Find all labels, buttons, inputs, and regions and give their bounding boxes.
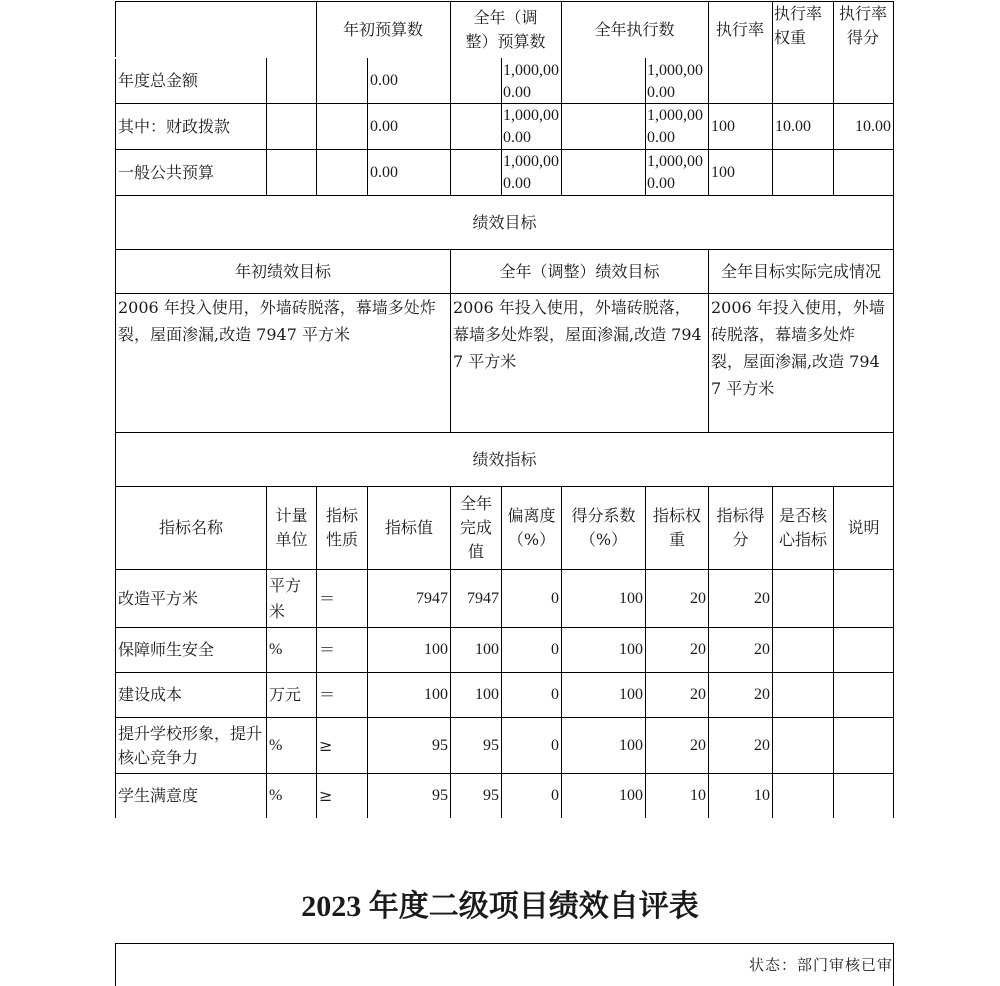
ind-completed: 95 bbox=[483, 787, 499, 804]
goal-initial-text: 2006 年投入使用，外墙砖脱落，幕墙多处炸裂，屋面渗漏,改造 7947 平方米 bbox=[118, 298, 436, 344]
ind-weight: 20 bbox=[690, 589, 706, 607]
ind-name: 学生满意度 bbox=[118, 786, 199, 805]
ind-weight: 10 bbox=[690, 787, 706, 804]
ind-value: 100 bbox=[424, 641, 448, 658]
page-title: 2023 年度二级项目绩效自评表 bbox=[301, 890, 699, 923]
ind-name: 提升学校形象，提升核心竞争力 bbox=[118, 723, 263, 767]
ind-nature: ＝ bbox=[319, 685, 336, 704]
ind-completed: 7947 bbox=[467, 589, 499, 607]
ind-coef: 100 bbox=[619, 641, 643, 658]
ind-header-nature: 指标性质 bbox=[325, 506, 358, 549]
ind-note bbox=[834, 774, 893, 818]
budget-executed: 1,000,000.00 bbox=[647, 107, 703, 146]
status-text: 状态：部门审核已审 bbox=[748, 956, 893, 974]
ind-note bbox=[834, 570, 893, 627]
ind-header-unit: 计量单位 bbox=[275, 506, 308, 549]
header-exec-rate: 执行率 bbox=[715, 20, 764, 39]
ind-completed: 100 bbox=[475, 686, 499, 703]
ind-score: 20 bbox=[754, 641, 770, 658]
budget-score bbox=[834, 58, 893, 103]
goals-header-adjusted: 全年（调整）绩效目标 bbox=[499, 261, 660, 281]
ind-coef: 100 bbox=[619, 787, 643, 804]
budget-initial: 0.00 bbox=[370, 117, 398, 135]
ind-deviation: 0 bbox=[551, 686, 559, 703]
ind-coef: 100 bbox=[619, 736, 643, 754]
ind-core bbox=[773, 570, 833, 627]
budget-executed: 1,000,000.00 bbox=[647, 62, 703, 101]
header-initial-budget: 年初预算数 bbox=[342, 20, 423, 39]
budget-row-label: 一般公共预算 bbox=[118, 162, 215, 182]
ind-header-weight: 指标权重 bbox=[652, 506, 701, 549]
budget-weight bbox=[773, 150, 833, 195]
ind-header-score: 指标得分 bbox=[716, 506, 765, 549]
goals-header-initial: 年初绩效目标 bbox=[234, 261, 331, 281]
ind-value: 95 bbox=[432, 736, 448, 754]
ind-value: 100 bbox=[424, 686, 448, 703]
ind-deviation: 0 bbox=[551, 641, 559, 658]
ind-completed: 100 bbox=[475, 641, 499, 658]
ind-nature: ＝ bbox=[319, 640, 336, 659]
budget-score: 10.00 bbox=[855, 117, 891, 135]
ind-core bbox=[773, 673, 833, 717]
budget-row-label: 其中：财政拨款 bbox=[118, 116, 231, 136]
budget-adjusted: 1,000,000.00 bbox=[503, 153, 559, 192]
ind-name: 保障师生安全 bbox=[118, 640, 215, 659]
ind-deviation: 0 bbox=[551, 787, 559, 804]
ind-header-coef: 得分系数（%） bbox=[571, 506, 636, 549]
ind-nature: ＝ bbox=[319, 588, 336, 608]
ind-unit: 万元 bbox=[269, 685, 302, 704]
ind-unit: 平方米 bbox=[269, 575, 302, 621]
header-adjusted-budget: 全年（调整）预算数 bbox=[465, 8, 546, 51]
ind-header-value: 指标值 bbox=[384, 518, 433, 537]
ind-score: 20 bbox=[754, 686, 770, 703]
budget-score bbox=[834, 150, 893, 195]
ind-name: 改造平方米 bbox=[118, 588, 199, 608]
budget-executed: 1,000,000.00 bbox=[647, 153, 703, 192]
ind-nature: ≥ bbox=[319, 786, 333, 805]
goals-header-actual: 全年目标实际完成情况 bbox=[720, 261, 881, 281]
header-exec-weight: 执行率权重 bbox=[774, 4, 823, 47]
ind-note bbox=[834, 718, 893, 773]
budget-rate bbox=[709, 58, 772, 103]
ind-name: 建设成本 bbox=[118, 685, 183, 704]
budget-weight bbox=[773, 58, 833, 103]
ind-header-deviation: 偏离度（%） bbox=[507, 506, 556, 549]
ind-score: 20 bbox=[754, 589, 770, 607]
budget-rate: 100 bbox=[711, 163, 735, 181]
ind-coef: 100 bbox=[619, 589, 643, 607]
ind-deviation: 0 bbox=[551, 736, 559, 754]
ind-note bbox=[834, 673, 893, 717]
ind-weight: 20 bbox=[690, 641, 706, 658]
ind-unit: % bbox=[269, 787, 283, 804]
ind-core bbox=[773, 628, 833, 672]
ind-core bbox=[773, 774, 833, 818]
ind-nature: ≥ bbox=[319, 735, 333, 755]
ind-core bbox=[773, 718, 833, 773]
ind-note bbox=[834, 628, 893, 672]
budget-row-label: 年度总金额 bbox=[118, 70, 199, 90]
ind-value: 7947 bbox=[416, 589, 448, 607]
budget-weight: 10.00 bbox=[775, 117, 811, 135]
ind-coef: 100 bbox=[619, 686, 643, 703]
goals-section-title: 绩效目标 bbox=[472, 212, 537, 232]
goal-adjusted-text: 2006 年投入使用，外墙砖脱落，幕墙多处炸裂，屋面渗漏,改造 7947 平方米 bbox=[453, 298, 702, 371]
ind-weight: 20 bbox=[690, 736, 706, 754]
ind-unit: % bbox=[269, 641, 283, 658]
ind-deviation: 0 bbox=[551, 589, 559, 607]
ind-header-name: 指标名称 bbox=[158, 518, 223, 537]
ind-header-completed: 全年完成值 bbox=[460, 494, 493, 561]
budget-initial: 0.00 bbox=[370, 71, 398, 89]
ind-value: 95 bbox=[432, 787, 448, 804]
ind-unit: % bbox=[269, 736, 283, 754]
ind-header-note: 说明 bbox=[847, 518, 880, 537]
budget-initial: 0.00 bbox=[370, 163, 398, 181]
ind-score: 10 bbox=[754, 787, 770, 804]
budget-adjusted: 1,000,000.00 bbox=[503, 62, 559, 101]
goal-actual-text: 2006 年投入使用，外墙砖脱落，幕墙多处炸裂，屋面渗漏,改造 7947 平方米 bbox=[711, 298, 885, 398]
header-executed: 全年执行数 bbox=[594, 20, 675, 39]
ind-header-core: 是否核心指标 bbox=[778, 506, 827, 549]
ind-score: 20 bbox=[754, 736, 770, 754]
indicators-section-title: 绩效指标 bbox=[472, 449, 537, 469]
ind-completed: 95 bbox=[483, 736, 499, 754]
ind-weight: 20 bbox=[690, 686, 706, 703]
budget-rate: 100 bbox=[711, 117, 735, 135]
budget-adjusted: 1,000,000.00 bbox=[503, 107, 559, 146]
header-exec-score: 执行率得分 bbox=[838, 4, 887, 47]
